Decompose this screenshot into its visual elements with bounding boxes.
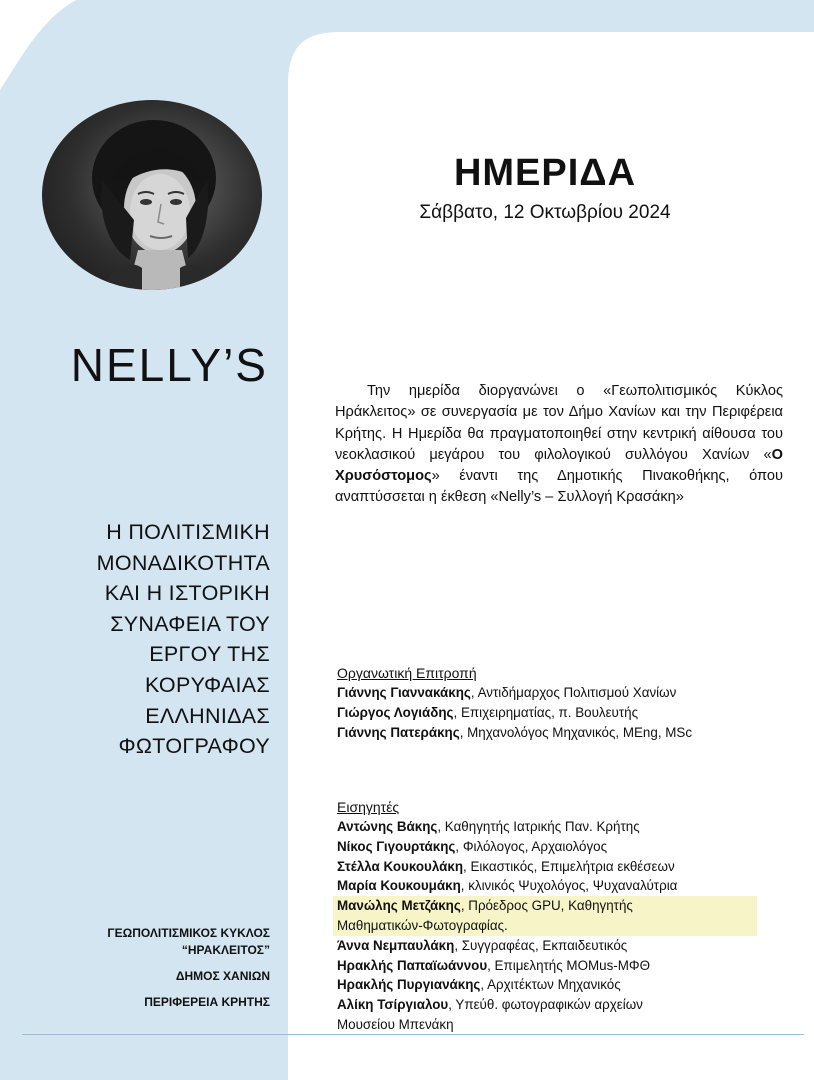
subtitle-line: ΣΥΝΑΦΕΙΑ ΤΟΥ: [110, 611, 270, 636]
speaker-role: , Συγγραφέας, Εκπαιδευτικός: [454, 937, 628, 953]
speaker-item: [337, 956, 797, 976]
member-name: Γιώργος Λογιάδης: [337, 704, 454, 720]
subtitle-line: ΚΟΡΥΦΑΙΑΣ: [144, 672, 270, 697]
speaker-role: , κλινικός Ψυχολόγος, Ψυχαναλύτρια: [460, 878, 678, 894]
committee-member: [337, 723, 797, 743]
speaker-item: [337, 857, 797, 877]
subtitle-line: ΕΡΓΟΥ ΤΗΣ: [149, 642, 270, 667]
event-date: Σάββατο, 12 Οκτωβρίου 2024: [419, 202, 671, 223]
member-role: , Αντιδήμαρχος Πολιτισμού Χανίων: [470, 685, 677, 700]
speaker-name: Νίκος Γιγουρτάκης: [337, 838, 456, 854]
member-name: Γιάννης Πατεράκης: [337, 724, 460, 740]
speaker-name: Στέλλα Κουκουλάκη: [337, 858, 464, 874]
member-role: , Επιχειρηματίας, π. Βουλευτής: [453, 704, 639, 720]
speaker-item: [337, 876, 797, 896]
intro-paragraph: [335, 381, 783, 509]
speaker-role: , Εικαστικός, Επιμελήτρια εκθέσεων: [463, 858, 675, 874]
speaker-name: Μαρία Κουκουμάκη: [337, 878, 461, 894]
speaker-role: , Επιμελητής MOMus-ΜΦΘ: [487, 957, 651, 973]
speaker-role-continued: Μαθηματικών-Φωτογραφίας.: [337, 917, 508, 933]
committee-member: [337, 683, 797, 703]
organizers-list: [20, 925, 270, 1011]
speaker-name: Ηρακλής Παπαϊωάννου: [337, 957, 488, 973]
organizer-irakleitos: “ΗΡΑΚΛΕΙΤΟΣ”: [181, 943, 270, 957]
speaker-item: [337, 936, 797, 956]
speaker-role-continued: Μουσείου Μπενάκη: [337, 1016, 454, 1032]
committee-member: [337, 703, 797, 723]
speakers-heading: Εισηγητές: [337, 799, 400, 815]
subtitle-line: Η ΠΟΛΙΤΙΣΜΙΚΗ: [106, 520, 270, 544]
member-role: , Μηχανολόγος Μηχανικός, MEng, MSc: [459, 724, 693, 740]
member-name: Γιάννης Γιαννακάκης: [337, 685, 471, 700]
speaker-item: [337, 975, 797, 995]
event-title: ΗΜΕΡΙΔΑ: [453, 152, 637, 194]
subtitle-line: ΚΑΙ Η ΙΣΤΟΡΙΚΗ: [104, 581, 270, 606]
intro-text-end: » έναντι της Δημοτικής Πινακοθήκης, όπου αναπτύσσεται η έκθεση «Nelly’s – Συλλογή Κρασάκη»: [335, 468, 783, 506]
committee-section: [337, 664, 797, 742]
speakers-section: [337, 798, 797, 1035]
organizer-geopolitismikos: ΓΕΩΠΟΛΙΤΙΣΜΙΚΟΣ ΚΥΚΛΟΣ: [107, 926, 270, 940]
speaker-item-highlighted: [333, 896, 757, 936]
speaker-role: , Υπεύθ. φωτογραφικών αρχείων: [448, 997, 643, 1013]
subtitle-line: ΕΛΛΗΝΙΔΑΣ: [145, 703, 270, 728]
speaker-name: Ηρακλής Πυργιανάκης: [337, 977, 481, 993]
speaker-role: , Φιλόλογος, Αρχαιολόγος: [455, 838, 608, 854]
speaker-item: [337, 995, 797, 1035]
organizer-perifereia-kritis: ΠΕΡΙΦΕΡΕΙΑ ΚΡΗΤΗΣ: [144, 995, 270, 1009]
speaker-role: , Αρχιτέκτων Μηχανικός: [480, 977, 621, 993]
speaker-name: Άννα Νεμπαυλάκη: [337, 937, 455, 953]
speaker-role: , Πρόεδρος GPU, Καθηγητής: [460, 898, 633, 914]
intro-text: Την ημερίδα διοργανώνει ο «Γεωπολιτισμικός Κύκλος Ηράκλειτος» σε συνεργασία με τον Δήμο Χανίων και την Περιφέρεια Κρήτης. Η Ημερίδα θα πραγματοποιηθεί στην κεντρική αίθουσα του νεοκλασικού μεγάρου του φιλολογικού συλλόγου Χανίων «: [335, 383, 783, 463]
organizer-dimos-chanion: ΔΗΜΟΣ ΧΑΝΙΩΝ: [175, 969, 270, 983]
speaker-role: , Καθηγητής Ιατρικής Παν. Κρήτης: [437, 819, 640, 834]
committee-heading: Οργανωτική Επιτροπή: [337, 665, 477, 681]
speaker-name: Αλίκη Τσίργιαλου: [337, 997, 449, 1013]
subtitle-line: ΦΩΤΟΓΡΑΦΟΥ: [118, 734, 270, 759]
speaker-name: Μανώλης Μετζάκης: [337, 898, 461, 914]
speaker-item: [337, 837, 797, 857]
subtitle-block: [20, 517, 270, 762]
exhibition-title: NELLY’S: [70, 339, 268, 391]
subtitle-line: ΜΟΝΑΔΙΚΟΤΗΤΑ: [96, 550, 270, 575]
portrait-photo: [42, 100, 262, 290]
speaker-name: Αντώνης Βάκης: [337, 819, 438, 834]
intro-venue-name: Ο Χρυσόστομος: [335, 446, 783, 485]
speaker-item: [337, 817, 797, 837]
